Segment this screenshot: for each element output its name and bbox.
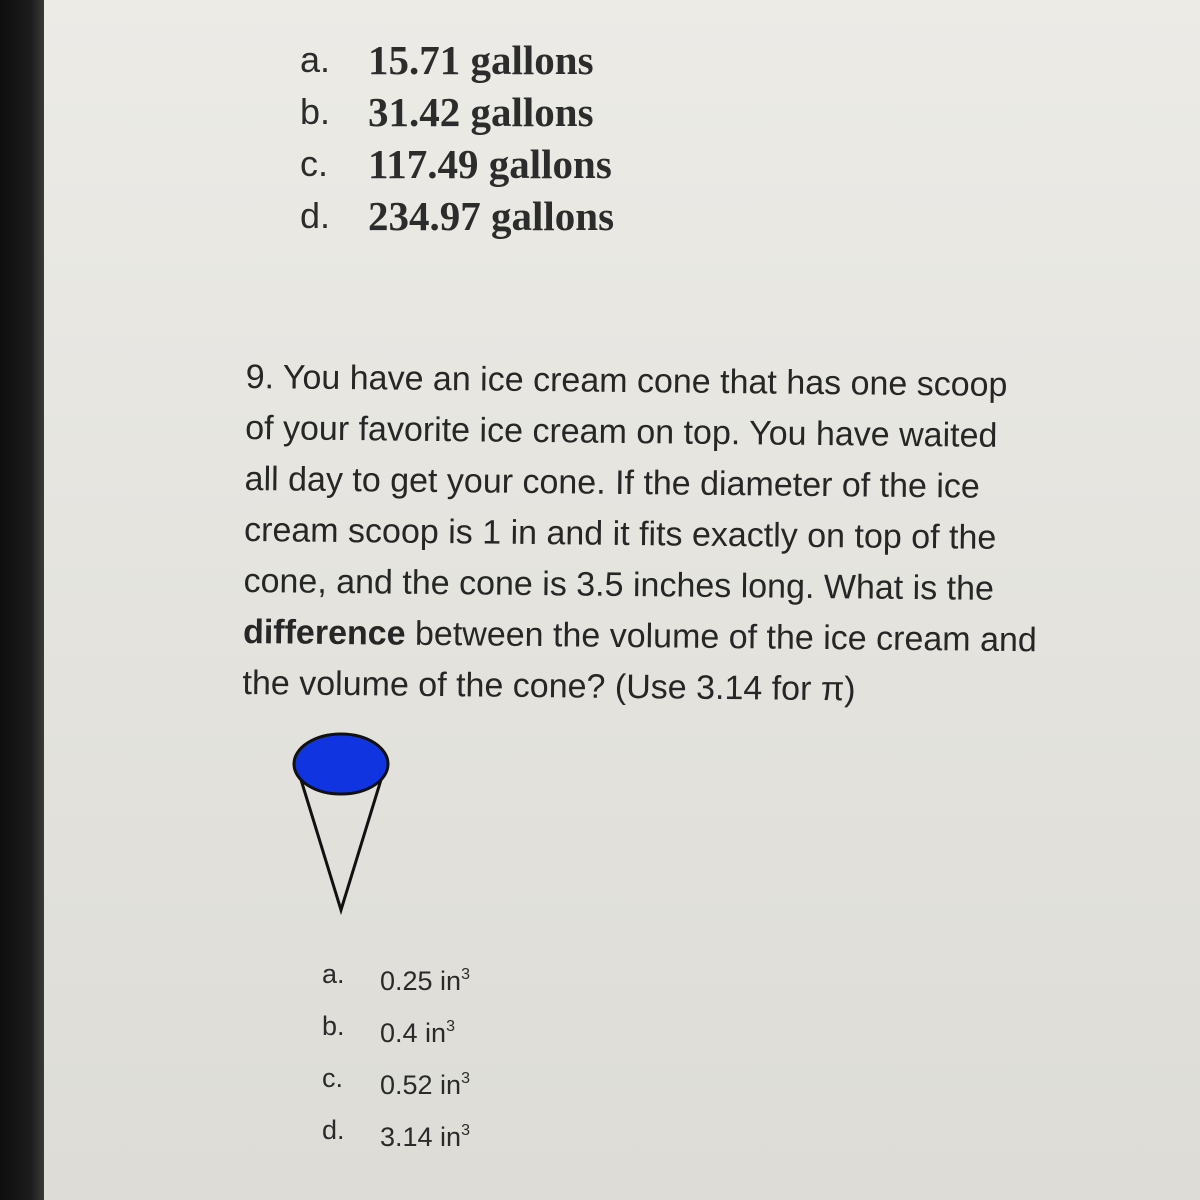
choice-value-text: 0.52 in	[380, 1070, 462, 1100]
choice-b	[300, 86, 614, 138]
previous-question-choices	[300, 34, 614, 242]
question-line: of your favorite ice cream on top. You have waited	[245, 408, 998, 455]
choice-text: 31.42 gallons	[368, 89, 594, 135]
question-line: the volume of the cone? (Use 3.14 for π)	[242, 663, 856, 709]
choice-letter: a.	[300, 39, 331, 80]
choice-a	[300, 34, 614, 86]
question-9-text	[242, 352, 1076, 718]
choice-value	[380, 1108, 470, 1160]
choice-value	[380, 1056, 470, 1108]
choice-value	[380, 952, 470, 1004]
choice-value-text: 3.14 in	[380, 1122, 462, 1152]
question-line	[243, 607, 1073, 667]
choice-b	[322, 1004, 470, 1056]
question-line-rest: between the volume of the ice cream and	[405, 614, 1037, 660]
choice-letter: d.	[322, 1115, 345, 1145]
choice-d	[300, 190, 614, 242]
choice-c	[300, 138, 614, 190]
choice-text: 117.49 gallons	[368, 141, 612, 187]
choice-letter: c.	[300, 143, 329, 184]
question-9-choices	[322, 952, 470, 1160]
emphasis-difference: difference	[242, 612, 406, 653]
exponent: 3	[446, 1018, 455, 1035]
choice-letter: b.	[300, 91, 331, 132]
choice-text: 234.97 gallons	[368, 193, 615, 239]
choice-value-text: 0.25 in	[380, 966, 462, 996]
choice-c	[322, 1056, 470, 1108]
choice-text: 15.71 gallons	[368, 37, 594, 83]
choice-letter: b.	[322, 1011, 345, 1041]
ice-cream-scoop	[294, 734, 388, 794]
ice-cream-cone-figure	[286, 728, 396, 918]
question-line: 9. You have an ice cream cone that has one scoop	[245, 357, 1008, 404]
exponent: 3	[461, 1122, 470, 1139]
choice-value-text: 0.4 in	[380, 1018, 447, 1048]
question-line: all day to get your cone. If the diameter of the ice	[244, 459, 981, 506]
choice-value	[380, 1004, 455, 1056]
page-edge-shadow	[0, 0, 44, 1200]
question-line: cone, and the cone is 3.5 inches long. What is the	[243, 561, 995, 608]
exponent: 3	[461, 966, 470, 983]
choice-letter: d.	[300, 195, 331, 236]
choice-letter: c.	[322, 1063, 344, 1093]
choice-d	[322, 1108, 470, 1160]
choice-letter: a.	[322, 959, 345, 989]
choice-a	[322, 952, 470, 1004]
exponent: 3	[461, 1070, 470, 1087]
question-line: cream scoop is 1 in and it fits exactly on top of the	[243, 510, 997, 557]
